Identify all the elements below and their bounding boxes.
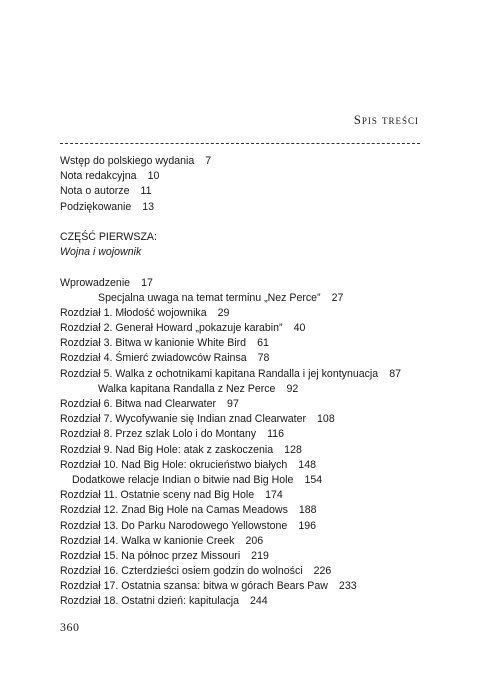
toc-entry xyxy=(60,458,440,473)
entry-title: Dodatkowe relacje Indian o bitwie nad Big Hole xyxy=(72,473,294,486)
toc-entry xyxy=(60,519,440,534)
entry-title: Wprowadzenie xyxy=(60,276,131,289)
entry-title: Rozdział 11. Ostatnie sceny nad Big Hole xyxy=(60,489,255,502)
entry-title: Wstęp do polskiego wydania xyxy=(60,155,195,167)
toc-entry xyxy=(60,549,440,564)
entry-title: Rozdział 14. Walka w kanionie Creek xyxy=(60,534,235,547)
entry-page: 40 xyxy=(293,322,306,335)
toc-entry xyxy=(60,367,440,382)
entry-page: 92 xyxy=(286,382,299,395)
entry-page: 226 xyxy=(313,565,332,578)
entry-page: 78 xyxy=(257,352,270,365)
entry-title: Nota redakcyjna xyxy=(60,170,137,183)
entry-page: 174 xyxy=(265,489,283,502)
entry-page: 206 xyxy=(245,534,264,547)
page-number: 360 xyxy=(60,620,80,634)
entry-page: 13 xyxy=(142,200,155,213)
entry-page: 148 xyxy=(298,458,316,471)
entry-title: Rozdział 12. Znad Big Hole na Camas Meadows xyxy=(60,504,288,517)
entry-title: Rozdział 1. Młodość wojownika xyxy=(60,306,207,319)
entry-title: Podziękowanie xyxy=(60,200,132,213)
part-subtitle: Wojna i wojownik xyxy=(60,246,142,259)
toc-entry xyxy=(60,503,440,518)
entry-page: 17 xyxy=(141,276,153,289)
toc-entry xyxy=(60,488,440,503)
entry-title: Rozdział 3. Bitwa w kanionie White Bird xyxy=(60,337,247,350)
entry-title: Rozdział 16. Czterdzieści osiem godzin do wolności xyxy=(60,565,303,578)
entry-page: 61 xyxy=(257,337,269,350)
toc-entry xyxy=(60,306,440,321)
entry-page: 11 xyxy=(140,185,152,198)
toc-entry xyxy=(60,427,440,442)
entry-page: 128 xyxy=(284,443,302,456)
toc-entry xyxy=(60,184,440,199)
entry-page: 154 xyxy=(304,473,323,486)
entry-title: Rozdział 6. Bitwa nad Clearwater xyxy=(60,398,217,410)
toc-entry xyxy=(60,594,440,609)
entry-title: Rozdział 15. Na północ przez Missouri xyxy=(60,549,241,562)
entry-title: Walka kapitana Randalla z Nez Perce xyxy=(98,382,276,395)
entry-page: 29 xyxy=(217,306,230,319)
toc-entry xyxy=(60,321,440,336)
entry-title: Rozdział 17. Ostatnia szansa: bitwa w górach Bears Paw xyxy=(60,580,328,593)
toc-entry xyxy=(60,169,440,184)
entry-title: Nota o autorze xyxy=(60,185,130,198)
toc-entry xyxy=(60,443,440,458)
entry-page: 244 xyxy=(250,595,268,608)
toc-entry xyxy=(60,534,440,549)
toc-entry xyxy=(60,276,440,291)
entry-page: 97 xyxy=(227,398,239,410)
table-of-contents xyxy=(60,154,440,610)
toc-subentry xyxy=(60,473,440,488)
entry-page: 108 xyxy=(317,413,335,426)
entry-title: Rozdział 2. Generał Howard „pokazuje karabin” xyxy=(60,322,283,335)
entry-page: 188 xyxy=(298,504,317,517)
entry-title: Rozdział 10. Nad Big Hole: okrucieństwo białych xyxy=(60,458,288,471)
divider-rule xyxy=(60,143,420,144)
entry-title: Rozdział 5. Walka z ochotnikami kapitana Randalla i jej kontynuacja xyxy=(60,367,379,380)
entry-page: 233 xyxy=(338,580,357,593)
entry-title: Rozdział 7. Wycofywanie się Indian znad Clearwater xyxy=(60,413,307,426)
toc-entry xyxy=(60,336,440,351)
toc-entry xyxy=(60,412,440,427)
toc-subentry xyxy=(60,291,440,306)
toc-entry xyxy=(60,397,440,412)
entry-page: 196 xyxy=(298,519,317,532)
toc-entry xyxy=(60,200,440,215)
entry-page: 10 xyxy=(147,170,160,183)
toc-entry xyxy=(60,351,440,366)
entry-title: Rozdział 18. Ostatni dzień: kapitulacja xyxy=(60,595,240,608)
toc-entry xyxy=(60,154,440,169)
entry-page: 219 xyxy=(251,549,269,562)
entry-title: Rozdział 4. Śmierć zwiadowców Rainsa xyxy=(60,352,247,365)
entry-page: 7 xyxy=(205,155,212,167)
entry-page: 116 xyxy=(267,428,284,441)
entry-title: Rozdział 8. Przez szlak Lolo i do Montany xyxy=(60,428,257,441)
toc-heading: Spis treści xyxy=(353,113,419,127)
toc-subentry xyxy=(60,382,440,397)
part-title: CZĘŚĆ PIERWSZA: xyxy=(60,230,157,243)
toc-entry xyxy=(60,564,440,579)
entry-title: Specjalna uwaga na temat terminu „Nez Perce” xyxy=(98,291,321,304)
entry-page: 87 xyxy=(389,367,401,380)
entry-title: Rozdział 13. Do Parku Narodowego Yellowstone xyxy=(60,519,288,532)
entry-page: 27 xyxy=(331,291,344,304)
toc-entry xyxy=(60,579,440,594)
entry-title: Rozdział 9. Nad Big Hole: atak z zaskoczenia xyxy=(60,443,274,456)
